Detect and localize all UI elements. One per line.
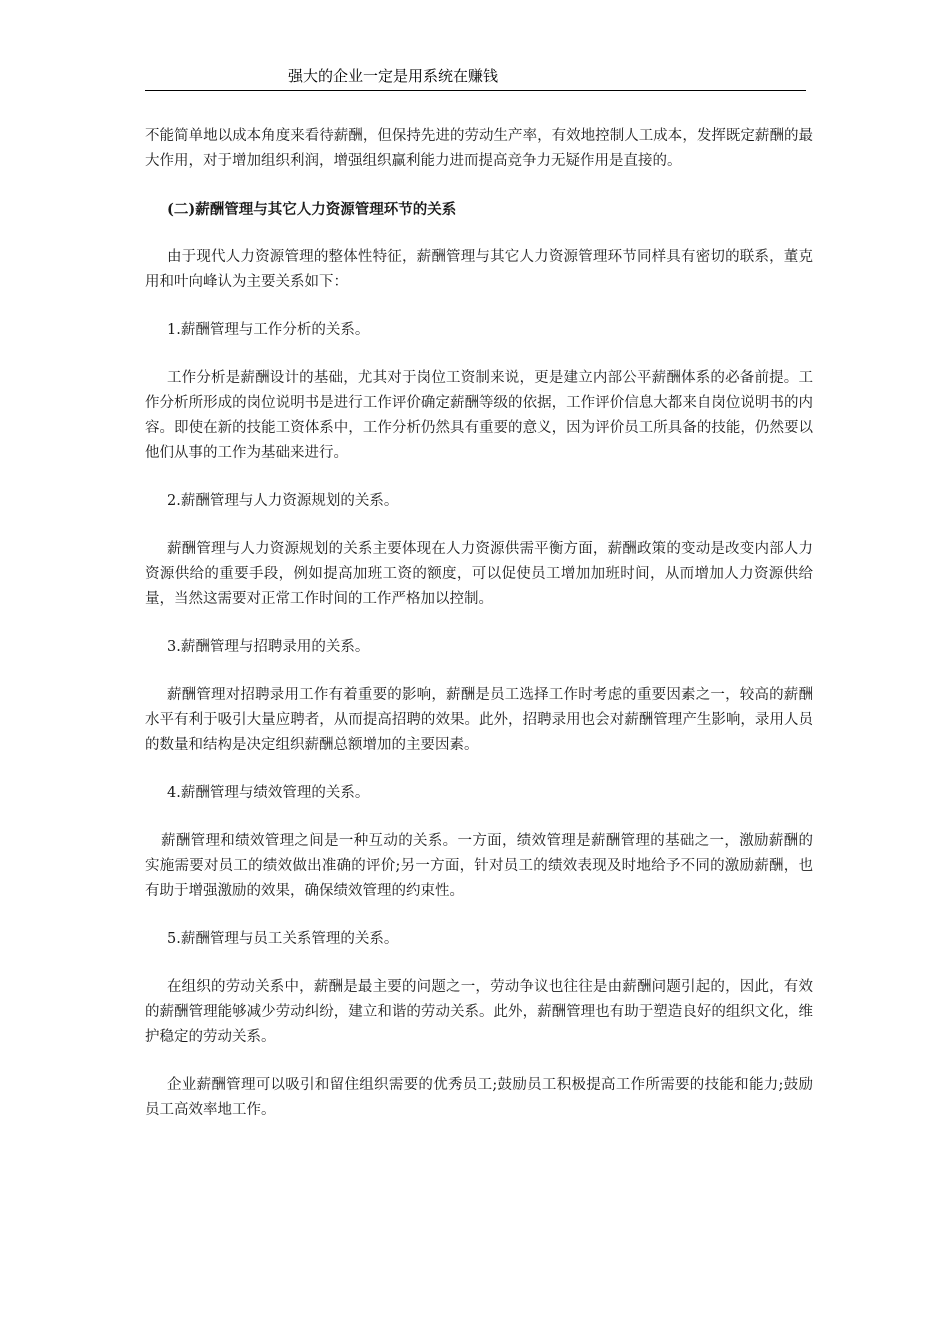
spacer: [145, 1050, 813, 1073]
item-heading-1: 1.薪酬管理与工作分析的关系。: [167, 322, 370, 338]
item-heading-4: 4.薪酬管理与绩效管理的关系。: [167, 785, 370, 801]
item-paragraph-4: 薪酬管理和绩效管理之间是一种互动的关系。一方面，绩效管理是薪酬管理的基础之一，激励薪酬的实施需要对员工的绩效做出准确的评价;另一方面，针对员工的绩效表现及时地给予不同的激励薪酬，也有助于增强激励的效果，确保绩效管理的约束性。: [145, 833, 813, 899]
spacer: [145, 660, 813, 683]
item-paragraph-5: 在组织的劳动关系中，薪酬是最主要的问题之一，劳动争议也往往是由薪酬问题引起的，因此，有效的薪酬管理能够减少劳动纠纷，建立和谐的劳动关系。此外，薪酬管理也有助于塑造良好的组织文化，维护稳定的劳动关系。: [145, 979, 813, 1045]
closing-paragraph: 企业薪酬管理可以吸引和留住组织需要的优秀员工;鼓励员工积极提高工作所需要的技能和能力;鼓励员工高效率地工作。: [145, 1077, 813, 1118]
intro-paragraph: 不能简单地以成本角度来看待薪酬，但保持先进的劳动生产率，有效地控制人工成本，发挥既定薪酬的最大作用，对于增加组织利润，增强组织赢利能力进而提高竞争力无疑作用是直接的。: [145, 128, 813, 169]
item-paragraph-2: 薪酬管理与人力资源规划的关系主要体现在人力资源供需平衡方面，薪酬政策的变动是改变内部人力资源供给的重要手段，例如提高加班工资的额度，可以促使员工增加加班时间，从而增加人力资源供给量，当然这需要对正常工作时间的工作严格加以控制。: [145, 541, 813, 607]
document-body: [145, 124, 813, 1123]
spacer: [145, 343, 813, 366]
spacer: [145, 904, 813, 927]
item-paragraph-1: 工作分析是薪酬设计的基础，尤其对于岗位工资制来说，更是建立内部公平薪酬体系的必备前提。工作分析所形成的岗位说明书是进行工作评价确定薪酬等级的依据，工作评价信息大都来自岗位说明书的内容。即使在新的技能工资体系中，工作分析仍然具有重要的意义，因为评价员工所具备的技能，仍然要以他们从事的工作为基础来进行。: [145, 370, 813, 461]
item-heading-3: 3.薪酬管理与招聘录用的关系。: [167, 639, 370, 655]
spacer: [145, 295, 813, 318]
item-heading-5: 5.薪酬管理与员工关系管理的关系。: [167, 931, 399, 947]
spacer: [145, 466, 813, 489]
spacer: [145, 758, 813, 781]
spacer: [145, 174, 813, 197]
spacer: [145, 806, 813, 829]
spacer: [145, 952, 813, 975]
section-heading: (二)薪酬管理与其它人力资源管理环节的关系: [167, 201, 457, 218]
spacer: [145, 514, 813, 537]
header-title: 强大的企业一定是用系统在赚钱: [288, 67, 499, 85]
item-paragraph-3: 薪酬管理对招聘录用工作有着重要的影响，薪酬是员工选择工作时考虑的重要因素之一，较高的薪酬水平有利于吸引大量应聘者，从而提高招聘的效果。此外，招聘录用也会对薪酬管理产生影响，录用人员的数量和结构是决定组织薪酬总额增加的主要因素。: [145, 687, 813, 753]
section-intro-paragraph: 由于现代人力资源管理的整体性特征，薪酬管理与其它人力资源管理环节同样具有密切的联系，董克用和叶向峰认为主要关系如下：: [145, 249, 813, 290]
spacer: [145, 612, 813, 635]
item-heading-2: 2.薪酬管理与人力资源规划的关系。: [167, 493, 399, 509]
spacer: [145, 222, 813, 245]
page-header: [145, 62, 806, 91]
